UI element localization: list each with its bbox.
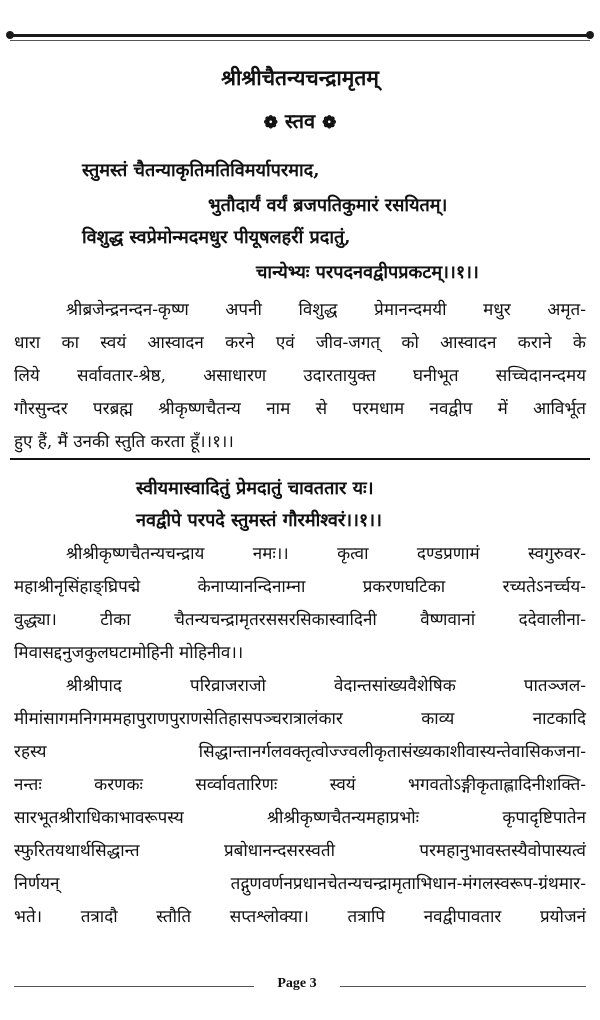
paragraph-line: स्फुरितयथार्थसिद्धान्त प्रबोधानन्दसरस्वती परमहानुभावस्तस्यैवोपास्यत्वं [14, 841, 586, 861]
paragraph-line: मिवासद्दनुजकुलघटामोहिनी मोहिनीव।। [14, 643, 244, 663]
flower-ornament-icon: ❁ [263, 113, 278, 133]
paragraph-line: निर्णयन् तद्गुणवर्णनप्रधानचेतन्यचन्द्रामृताभिधान-मंगलस्वरूप-ग्रंथमार- [14, 874, 586, 894]
section-divider [10, 458, 590, 460]
verse-line: विशुद्ध स्वप्रेमोन्मदमधुर पीयूषलहरीं प्रदातुं, [82, 227, 351, 248]
verse-line: नवद्वीपे परपदे स्तुमस्तं गौरमीश्वरं।।१।। [136, 510, 382, 531]
page-title: श्रीश्रीचैतन्यचन्द्रामृतम् [221, 65, 379, 90]
paragraph-line: महाश्रीनृसिंहाङ्घ्रिपद्मे केनाप्यानन्दिनाम्ना प्रकरणघटिका रच्यतेऽनर्च्चय- [14, 577, 586, 597]
rule-end-ornament [6, 31, 14, 39]
paragraph-line: वुद्ध्या। टीका चैतन्यचन्द्रामृतरससरसिकास्वादिनी वैष्णवानां ददेवालीना- [14, 610, 586, 630]
section-heading [0, 107, 600, 134]
footer-rule [340, 986, 586, 987]
paragraph-line: श्रीश्रीकृष्णचैतन्यचन्द्राय नमः।। कृत्वा दण्डप्रणामं स्वगुरुवर- [66, 544, 586, 564]
paragraph-line: श्रीश्रीपाद परिव्राजराजो वेदान्तसांख्यवैशेषिक पातञ्जल- [66, 676, 586, 696]
paragraph-line: गौरसुन्दर परब्रह्म श्रीकृष्णचैतन्य नाम से परमधाम नवद्वीप में आविर्भूत [14, 399, 586, 419]
paragraph-line: भते। तत्रादौ स्तौति सप्तश्लोक्या। तत्रापि नवद्वीपावतार प्रयोजनं [14, 907, 586, 927]
verse-line: स्वीयमास्वादितुं प्रेमदातुं चावततार यः। [136, 478, 374, 499]
verse-line: चान्येभ्यः परपदनवद्वीपप्रकटम्।।१।। [256, 262, 479, 283]
paragraph-line: हुए हैं, मैं उनकी स्तुति करता हूँ।।१।। [14, 432, 234, 452]
section-heading-text: स्तव [284, 109, 316, 133]
verse-line: भुतौदार्यं वर्यं ब्रजपतिकुमारं रसयितम्। [208, 195, 448, 216]
translation-paragraph [14, 294, 586, 459]
paragraph-line: लिये सर्वावतार-श्रेष्ठ, असाधारण उदारतायुक्त घनीभूत सच्चिदानन्दमय [14, 366, 586, 386]
paragraph-line: मीमांसागमनिगममहापुराणपुराणसेतिहासपञ्चरात्रालंकार काव्य नाटकादि [14, 709, 586, 729]
rule-end-ornament [586, 31, 594, 39]
paragraph-line: नन्तः करणकः सर्व्वावतारिणः स्वयं भगवतोऽङ्गीकृताह्लादिनीशक्ति- [14, 775, 586, 795]
flower-ornament-icon: ❁ [322, 113, 337, 133]
paragraph-line: सारभूतश्रीराधिकाभावरूपस्य श्रीश्रीकृष्णचैतन्यमहाप्रभोः कृपादृष्टिपातेन [14, 808, 586, 828]
page-number: Page 3 [277, 976, 317, 991]
paragraph-line: श्रीब्रजेन्द्रनन्दन-कृष्ण अपनी विशुद्ध प्रेमानन्दमयी मधुर अमृत- [66, 300, 586, 320]
paragraph-line: रहस्य सिद्धान्तानर्गलवक्तृत्वोज्ज्वलीकृतासंख्यकाशीवास्यन्तेवासिकजना- [14, 742, 586, 762]
verse-line: स्तुमस्तं चैतन्याकृतिमतिविमर्यापरमाद, [82, 160, 320, 181]
footer-rule [14, 986, 254, 987]
paragraph-line: धारा का स्वयं आस्वादन करने एवं जीव-जगत् को आस्वादन कराने के [14, 333, 586, 353]
top-rule [10, 34, 590, 37]
commentary-paragraph [14, 538, 586, 934]
